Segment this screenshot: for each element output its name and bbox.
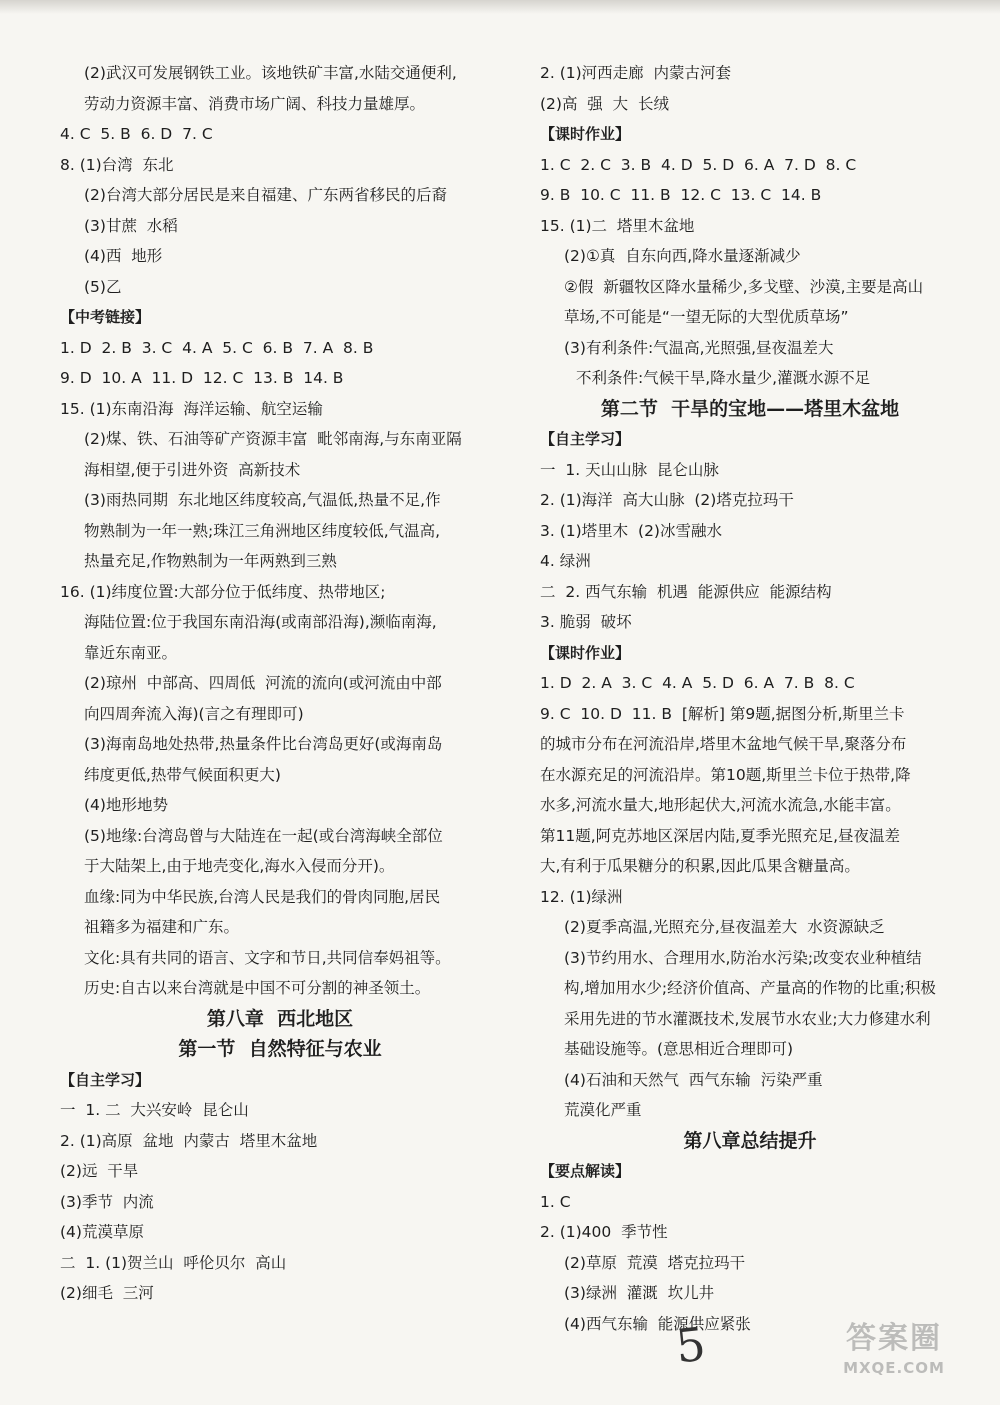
section-tag: 【自主学习】	[60, 1070, 151, 1089]
answer-line: 2. (1)河西走廊 内蒙古河套	[540, 64, 732, 82]
answer-line: (2)细毛 三河	[60, 1284, 154, 1302]
answer-line: 一 1. 二 大兴安岭 昆仑山	[60, 1101, 249, 1119]
answer-line: 8. (1)台湾 东北	[60, 155, 174, 174]
answer-line: 靠近东南亚。	[84, 643, 178, 662]
section-heading: 第二节 干旱的宝地——塔里木盆地	[600, 397, 900, 420]
answer-line: (2)琼州 中部高、四周低 河流的流向(或河流由中部	[84, 674, 442, 692]
answer-line: 1. C 2. C 3. B 4. D 5. D 6. A 7. D 8. C	[540, 155, 857, 174]
answer-line: 第11题,阿克苏地区深居内陆,夏季光照充足,昼夜温差	[540, 826, 901, 845]
answer-line: (2)台湾大部分居民是来自福建、广东两省移民的后裔	[84, 186, 447, 204]
answer-line: 1. C	[540, 1192, 571, 1211]
answer-line: 草场,不可能是“一望无际的大型优质草场”	[564, 308, 849, 326]
answer-line: 热量充足,作物熟制为一年两熟到三熟	[84, 552, 337, 570]
answer-line: (5)地缘:台湾岛曾与大陆连在一起(或台湾海峡全部位	[84, 826, 443, 845]
answer-line: (5)乙	[84, 277, 122, 296]
answer-line: 2. (1)400 季节性	[540, 1223, 668, 1241]
section-tag: 【课时作业】	[540, 643, 631, 662]
answer-line: 血缘:同为中华民族,台湾人民是我们的骨肉同胞,居民	[84, 887, 441, 906]
answer-line: 纬度更低,热带气候面积更大)	[84, 765, 281, 784]
answer-line: (2)煤、铁、石油等矿产资源丰富 毗邻南海,与东南亚隔	[84, 430, 462, 448]
scan-top-edge	[0, 0, 1000, 14]
answer-line: 不利条件:气候干旱,降水量少,灌溉水源不足	[576, 369, 871, 387]
handwritten-page-number: 5	[673, 1316, 709, 1374]
answer-line: 3. (1)塔里木 (2)冰雪融水	[540, 521, 722, 540]
answer-line: 9. D 10. A 11. D 12. C 13. B 14. B	[60, 369, 344, 387]
answer-line: 文化:具有共同的语言、文字和节日,共同信奉妈祖等。	[84, 948, 451, 967]
answer-line: 12. (1)绿洲	[540, 887, 623, 906]
answer-line: 劳动力资源丰富、消费市场广阔、科技力量雄厚。	[84, 94, 426, 113]
answer-line: (4)地形地势	[84, 796, 168, 814]
answer-line: 一 1. 天山山脉 昆仑山脉	[540, 460, 719, 479]
answer-line: (2)高 强 大 长绒	[540, 94, 670, 113]
answer-line: (2)草原 荒漠 塔克拉玛干	[564, 1253, 746, 1272]
answer-line: 荒漠化严重	[564, 1101, 642, 1119]
answer-line: (4)西 地形	[84, 247, 163, 265]
answer-line: (3)绿洲 灌溉 坎儿井	[564, 1284, 715, 1302]
answer-line: 海陆位置:位于我国东南沿海(或南部沿海),濒临南海,	[84, 613, 437, 631]
answer-line: 构,增加用水少;经济价值高、产量高的作物的比重;积极	[564, 979, 936, 997]
watermark-logo	[814, 1319, 974, 1391]
answer-line: 2. (1)高原 盆地 内蒙古 塔里木盆地	[60, 1131, 318, 1150]
answer-line: (4)西气东输 能源供应紧张	[564, 1314, 751, 1333]
answer-line: 1. D 2. A 3. C 4. A 5. D 6. A 7. B 8. C	[540, 674, 855, 692]
answer-line: (2)武汉可发展钢铁工业。该地铁矿丰富,水陆交通便利,	[84, 64, 457, 82]
answer-line: 二 2. 西气东输 机遇 能源供应 能源结构	[540, 582, 832, 601]
answer-line: (3)有利条件:气温高,光照强,昼夜温差大	[564, 338, 834, 357]
answer-line: (2)远 干旱	[60, 1162, 139, 1180]
section-tag: 【中考链接】	[60, 308, 151, 326]
answer-line: (4)石油和天然气 西气东输 污染严重	[564, 1070, 823, 1089]
section-heading: 第一节 自然特征与农业	[178, 1038, 382, 1060]
section-tag: 【自主学习】	[540, 430, 631, 448]
answer-line: (3)海南岛地处热带,热量条件比台湾岛更好(或海南岛	[84, 735, 443, 753]
answer-line: 水多,河流水量大,地形起伏大,河流水流急,水能丰富。	[540, 796, 901, 814]
answer-line: 4. C 5. B 6. D 7. C	[60, 125, 213, 143]
answer-line: 基础设施等。(意思相近合理即可)	[564, 1040, 794, 1058]
watermark-title: 答案圈	[846, 1321, 942, 1356]
answer-line: 2. (1)海洋 高大山脉 (2)塔克拉玛干	[540, 491, 794, 509]
answer-line: 9. B 10. C 11. B 12. C 13. C 14. B	[540, 186, 822, 204]
left-column	[60, 58, 500, 1309]
section-heading: 第八章总结提升	[683, 1129, 817, 1152]
answer-line: 于大陆架上,由于地壳变化,海水入侵而分开)。	[84, 857, 395, 875]
answer-line: 1. D 2. B 3. C 4. A 5. C 6. B 7. A 8. B	[60, 338, 374, 357]
watermark-url: MXQE.COM	[843, 1359, 945, 1377]
answer-line: 15. (1)二 塔里木盆地	[540, 216, 695, 235]
answer-line: (3)节约用水、合理用水,防治水污染;改变农业种植结	[564, 948, 922, 967]
answer-line: 大,有利于瓜果糖分的积累,因此瓜果含糖量高。	[540, 857, 860, 875]
answer-line: 在水源充足的河流沿岸。第10题,斯里兰卡位于热带,降	[540, 765, 911, 784]
answer-line: (3)甘蔗 水稻	[84, 216, 178, 235]
answer-line: 祖籍多为福建和广东。	[84, 918, 240, 936]
answer-line: 历史:自古以来台湾就是中国不可分割的神圣领土。	[84, 979, 431, 997]
section-heading: 第八章 西北地区	[206, 1007, 354, 1030]
answer-line: 16. (1)纬度位置:大部分位于低纬度、热带地区;	[60, 582, 386, 601]
answer-line: (2)夏季高温,光照充分,昼夜温差大 水资源缺乏	[564, 918, 885, 936]
answer-line: (2)①真 自东向西,降水量逐渐减少	[564, 247, 801, 265]
answer-line: (3)季节 内流	[60, 1192, 154, 1211]
answer-line: 3. 脆弱 破坏	[540, 613, 632, 631]
answer-line: 9. C 10. D 11. B [解析] 第9题,据图分析,斯里兰卡	[540, 704, 905, 723]
answer-line: (3)雨热同期 东北地区纬度较高,气温低,热量不足,作	[84, 491, 441, 509]
answer-line: 二 1. (1)贺兰山 呼伦贝尔 高山	[60, 1253, 287, 1272]
answer-line: 海相望,便于引进外资 高新技术	[84, 460, 301, 479]
answer-line: 15. (1)东南沿海 海洋运输、航空运输	[60, 399, 323, 418]
section-tag: 【课时作业】	[540, 125, 631, 143]
answer-line: 的城市分布在河流沿岸,塔里木盆地气候干旱,聚落分布	[540, 735, 907, 753]
answer-line: (4)荒漠草原	[60, 1223, 144, 1241]
answer-line: 4. 绿洲	[540, 552, 591, 570]
answer-line: 向四周奔流入海)(言之有理即可)	[84, 704, 304, 723]
answer-line: 物熟制为一年一熟;珠江三角洲地区纬度较低,气温高,	[84, 521, 441, 540]
right-column	[540, 58, 960, 1339]
section-tag: 【要点解读】	[540, 1162, 631, 1180]
answer-line: 采用先进的节水灌溉技术,发展节水农业;大力修建水利	[564, 1009, 931, 1028]
answer-line: ②假 新疆牧区降水量稀少,多戈壁、沙漠,主要是高山	[564, 277, 924, 296]
